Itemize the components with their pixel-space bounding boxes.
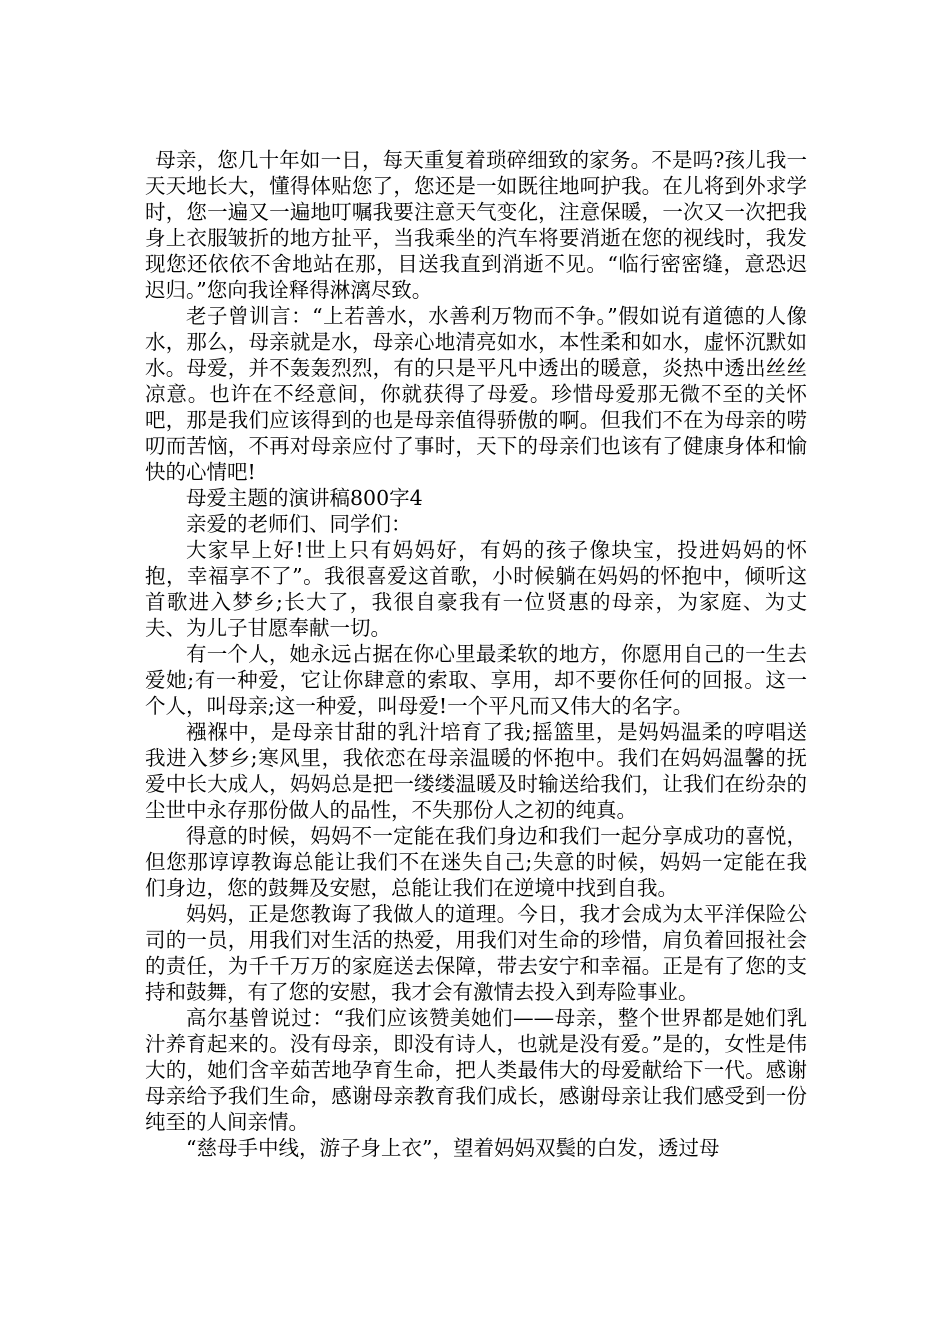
paragraph-taught-me: 妈妈，正是您教诲了我做人的道理。今日，我才会成为太平洋保险公司的一员，用我们对生活的热爱，用我们对生命的珍惜，肩负着回报社会的责任，为千千万万的家庭送去保障，带去安宁和幸福。正是有了您的支持和鼓舞，有了您的安慰，我才会有激情去投入到寿险事业。 [145, 902, 807, 1004]
speech-salutation: 亲爱的老师们、同学们： [186, 512, 412, 536]
paragraph-swaddling: 襁褓中，是母亲甘甜的乳汁培育了我;摇篮里，是妈妈温柔的哼唱送我进入梦乡;寒风里，我依恋在母亲温暖的怀抱中。我们在妈妈温馨的抚爱中长大成人，妈妈总是把一缕缕温暖及时输送给我们，让我们在纷杂的尘世中永存那份做人的品性，不失那份人之初的纯真。 [145, 720, 807, 822]
paragraph-laozi-quote: 老子曾训言：“上若善水，水善利万物而不争。”假如说有道德的人像水，那么，母亲就是水，母亲心地清亮如水，本性柔和如水，虚怀沉默如水。母爱，并不轰轰烈烈，有的只是平凡中透出的暖意，炎热中透出丝丝凉意。也许在不经意间，你就获得了母爱。珍惜母爱那无微不至的关怀吧，那是我们应该得到的也是母亲值得骄傲的啊。但我们不在为母亲的唠叨而苦恼，不再对母亲应付了事时，天下的母亲们也该有了健康身体和愉快的心情吧! [145, 304, 807, 484]
document-body [145, 147, 807, 1161]
speech-title: 母爱主题的演讲稿800字4 [186, 486, 423, 510]
paragraph-mother-housework: 母亲，您几十年如一日，每天重复着琐碎细致的家务。不是吗?孩儿我一天天地长大，懂得体贴您了，您还是一如既往地呵护我。在儿将到外求学时，您一遍又一遍地叮嘱我要注意天气变化，注意保暖，一次又一次把我身上衣服皱折的地方扯平，当我乘坐的汽车将要消逝在您的视线时，我发现您还依依不舍地站在那，目送我直到消逝不见。“临行密密缝，意恐迟迟归。”您向我诠释得淋漓尽致。 [145, 148, 807, 302]
paragraph-softest-place: 有一个人，她永远占据在你心里最柔软的地方，你愿用自己的一生去爱她;有一种爱，它让你肆意的索取、享用，却不要你任何的回报。这一个人，叫母亲;这一种爱，叫母爱!一个平凡而又伟大的名字。 [145, 642, 807, 718]
paragraph-proud-moments: 得意的时候，妈妈不一定能在我们身边和我们一起分享成功的喜悦，但您那谆谆教诲总能让我们不在迷失自己;失意的时候，妈妈一定能在我们身边，您的鼓舞及安慰，总能让我们在逆境中找到自我。 [145, 824, 807, 900]
paragraph-good-morning: 大家早上好!世上只有妈妈好，有妈的孩子像块宝，投进妈妈的怀抱，幸福享不了”。我很喜爱这首歌，小时候躺在妈妈的怀抱中，倾听这首歌进入梦乡;长大了，我很自豪我有一位贤惠的母亲，为家庭、为丈夫、为儿子甘愿奉献一切。 [145, 538, 807, 640]
paragraph-gorky-quote: 高尔基曾说过：“我们应该赞美她们——母亲，整个世界都是她们乳汁养育起来的。没有母亲，即没有诗人，也就是没有爱。”是的，女性是伟大的，她们含辛茹苦地孕育生命，把人类最伟大的母爱献给下一代。感谢母亲给予我们生命，感谢母亲教育我们成长，感谢母亲让我们感受到一份纯至的人间亲情。 [145, 1006, 807, 1134]
paragraph-poem-quote: “慈母手中线，游子身上衣”，望着妈妈双鬓的白发，透过母 [186, 1136, 720, 1160]
